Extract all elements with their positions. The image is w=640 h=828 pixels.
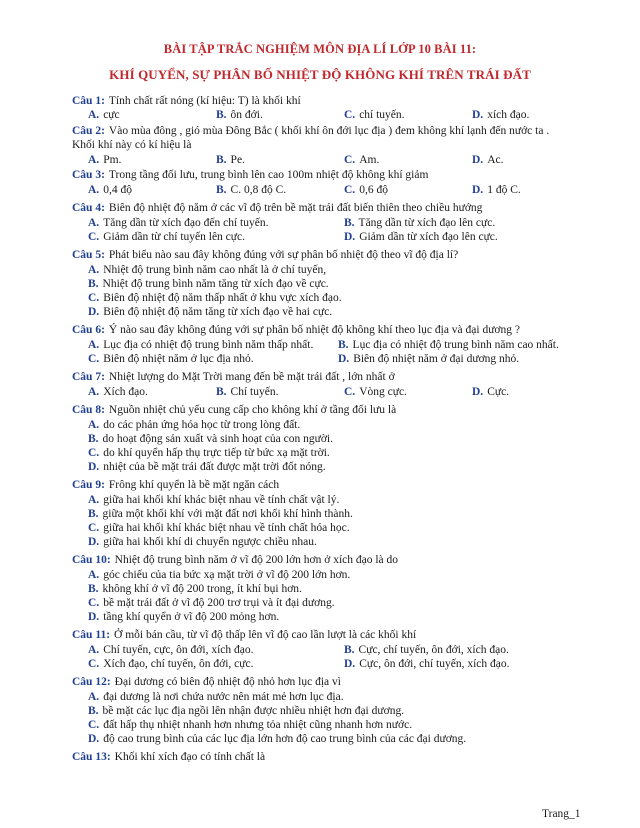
question-stem (72, 553, 572, 567)
option-d (344, 230, 498, 244)
option-text: Biên độ nhiệt năm ở đại dương nhỏ. (353, 353, 520, 365)
question-number: Câu 2: (72, 125, 105, 137)
option-text: Giảm dần từ chí tuyến lên cực. (103, 231, 245, 243)
option-a (88, 690, 344, 704)
option-text: góc chiếu của tia bức xạ mặt trời ở vĩ độ 200 lớn hơn. (103, 569, 351, 581)
question-number: Câu 5: (72, 249, 105, 261)
option-letter: C. (88, 353, 100, 365)
option-b (88, 704, 404, 718)
question-text: Ý nào sau đây không đúng với sự phân bố nhiệt độ không khí theo lục địa và đại dương ? (108, 324, 520, 336)
option-text: Lục địa có nhiệt độ trung bình năm thấp nhất. (103, 339, 314, 351)
option-a (88, 153, 121, 167)
question-number: Câu 6: (72, 324, 105, 336)
option-text: do hoạt động sản xuất và sinh hoạt của con người. (102, 433, 333, 445)
option-letter: C. (88, 658, 100, 670)
option-text: cực (103, 109, 120, 121)
option-c (88, 291, 342, 305)
option-text: bề mặt các lục địa ngồi lên nhận được nhiều nhiệt hơn đại dương. (102, 705, 405, 717)
option-d (88, 460, 326, 474)
option-b (88, 277, 329, 291)
option-letter: C. (344, 386, 356, 398)
option-letter: C. (344, 184, 356, 196)
option-d (472, 183, 521, 197)
question-number: Câu 8: (72, 404, 105, 416)
question-text: Khối khí xích đạo có tính chất là (114, 751, 266, 763)
question-text: Trong tầng đối lưu, trung bình lên cao 100m nhiệt độ không khí giảm (108, 169, 429, 181)
option-text: Tăng dần từ xích đạo đến chí tuyến. (103, 217, 269, 229)
option-letter: B. (216, 154, 227, 166)
question-text: Vào mùa đông , gió mùa Đông Bắc ( khối khí ôn đới lục địa ) đem không khí lạnh đến nước ta . Khối khí này có kí hiệu là (72, 125, 550, 152)
question-text: Tính chất rất nóng (kí hiệu: T) là khối khí (108, 95, 301, 107)
question-stem (72, 323, 592, 337)
option-text: Ac. (487, 154, 504, 166)
option-letter: A. (88, 691, 100, 703)
question-text: Nhiệt lượng do Mặt Trời mang đến bề mặt trái đất , lớn nhất ở (108, 371, 395, 383)
option-letter: A. (88, 494, 100, 506)
option-text: ôn đới. (230, 109, 263, 121)
option-text: Cực, ôn đới, chí tuyến, xích đạo. (359, 658, 510, 670)
option-text: nhiệt của bề mặt trái đất được mặt trời đốt nóng. (103, 461, 326, 473)
option-letter: D. (338, 353, 350, 365)
option-letter: B. (216, 386, 227, 398)
option-b (338, 338, 559, 352)
option-letter: A. (88, 644, 100, 656)
option-text: Pm. (103, 154, 122, 166)
option-text: xích đạo. (487, 109, 530, 121)
option-letter: A. (88, 339, 100, 351)
option-a (88, 216, 268, 230)
option-letter: B. (338, 339, 349, 351)
option-c (344, 385, 407, 399)
option-letter: B. (344, 644, 355, 656)
option-text: đất hấp thụ nhiệt nhanh hơn nhưng tỏa nhiệt cũng nhanh hơn nước. (103, 719, 413, 731)
question-text: Nhiệt độ trung bình năm ở vĩ độ 200 lớn hơn ở xích đạo là do (114, 554, 399, 566)
option-text: giữa một khối khí với mặt đất nơi khối khí hình thành. (102, 508, 353, 520)
document-subtitle: KHÍ QUYỂN, SỰ PHÂN BỐ NHIỆT ĐỘ KHÔNG KHÍ TRÊN TRÁI ĐẤT (109, 67, 531, 82)
option-letter: A. (88, 264, 100, 276)
option-letter: A. (88, 217, 100, 229)
option-letter: B. (88, 508, 99, 520)
option-text: tầng khí quyển ở vĩ độ 200 mỏng hơn. (103, 611, 280, 623)
question-stem (72, 403, 572, 417)
question-number: Câu 9: (72, 479, 105, 491)
option-letter: B. (344, 217, 355, 229)
option-letter: D. (88, 461, 100, 473)
option-text: Nhiệt độ trung bình năm tăng từ xích đạo về cực. (102, 278, 329, 290)
option-letter: B. (88, 583, 99, 595)
option-letter: A. (88, 569, 100, 581)
question-number: Câu 1: (72, 95, 105, 107)
option-text: Pe. (230, 154, 245, 166)
option-text: Nhiệt độ trung bình năm cao nhất là ở chí tuyến, (103, 264, 327, 276)
option-text: độ cao trung bình của các lục địa lớn hơn độ cao trung bình của các đại dương. (103, 733, 467, 745)
option-text: Cực. (487, 386, 510, 398)
option-text: 0,6 độ (359, 184, 388, 196)
option-text: chí tuyến. (359, 109, 405, 121)
option-text: Chí tuyến, cực, ôn đới, xích đạo. (103, 644, 254, 656)
option-a (88, 338, 313, 352)
option-b (344, 216, 495, 230)
option-text: 1 độ C. (487, 184, 521, 196)
option-c (344, 108, 405, 122)
document-title: BÀI TẬP TRẮC NGHIỆM MÔN ĐỊA LÍ LỚP 10 BÀI 11: (163, 42, 477, 56)
question-stem (72, 168, 572, 182)
page-footer: Trang_1 (542, 808, 581, 820)
option-c (88, 657, 253, 671)
option-text: giữa hai khối khí khác biệt nhau về tính chất hóa học. (103, 522, 350, 534)
option-text: Tăng dần từ xích đạo lên cực. (358, 217, 496, 229)
option-letter: A. (88, 154, 100, 166)
question-stem (72, 675, 572, 689)
option-b (344, 643, 509, 657)
option-b (216, 153, 245, 167)
question-number: Câu 3: (72, 169, 105, 181)
option-text: Lục địa có nhiệt độ trung bình năm cao nhất. (352, 339, 559, 351)
option-d (472, 153, 503, 167)
option-text: Vòng cực. (359, 386, 407, 398)
option-letter: C. (88, 292, 100, 304)
option-letter: C. (88, 597, 100, 609)
option-letter: C. (344, 109, 356, 121)
option-text: do các phản ứng hóa học từ trong lòng đất. (103, 419, 301, 431)
option-letter: C. (88, 522, 100, 534)
option-a (88, 493, 339, 507)
option-text: Biên độ nhiệt năm ở lục địa nhỏ. (103, 353, 254, 365)
option-letter: A. (88, 109, 100, 121)
option-d (472, 108, 529, 122)
option-letter: C. (88, 447, 100, 459)
option-text: C. 0,8 độ C. (230, 184, 287, 196)
option-letter: A. (88, 419, 100, 431)
question-stem (72, 370, 572, 384)
option-letter: D. (88, 306, 100, 318)
option-letter: B. (216, 109, 227, 121)
option-letter: C. (88, 719, 100, 731)
option-c (344, 153, 379, 167)
question-stem (72, 201, 572, 215)
option-letter: D. (88, 733, 100, 745)
option-b (216, 183, 286, 197)
question-text: Biên độ nhiệt độ năm ở các vĩ độ trên bề mặt trái đất biến thiên theo chiều hướng (108, 202, 483, 214)
option-a (88, 385, 148, 399)
question-number: Câu 7: (72, 371, 105, 383)
question-number: Câu 12: (72, 676, 111, 688)
option-a (88, 568, 350, 582)
option-letter: B. (88, 278, 99, 290)
option-b (88, 582, 302, 596)
question-text: Phát biểu nào sau đây không đúng với sự phân bố nhiệt độ theo vĩ độ địa lí? (108, 249, 459, 261)
option-a (88, 183, 132, 197)
question-text: Nguồn nhiệt chủ yếu cung cấp cho không khí ở tầng đối lưu là (108, 404, 397, 416)
question-number: Câu 10: (72, 554, 111, 566)
option-c (88, 596, 335, 610)
option-letter: D. (88, 611, 100, 623)
option-letter: A. (88, 386, 100, 398)
question-number: Câu 4: (72, 202, 105, 214)
option-a (88, 643, 253, 657)
option-letter: B. (88, 705, 99, 717)
option-letter: A. (88, 184, 100, 196)
option-letter: D. (472, 184, 484, 196)
option-letter: B. (88, 433, 99, 445)
question-stem (72, 124, 567, 152)
option-text: Giảm dần từ xích đạo lên cực. (359, 231, 498, 243)
option-a (88, 108, 120, 122)
option-text: Am. (359, 154, 380, 166)
option-letter: D. (88, 536, 100, 548)
option-letter: D. (472, 386, 484, 398)
option-d (88, 535, 317, 549)
question-stem (72, 750, 572, 764)
option-d (338, 352, 519, 366)
option-text: Xích đạo, chí tuyến, ôn đới, cực. (103, 658, 254, 670)
option-c (88, 521, 350, 535)
option-b (88, 432, 333, 446)
option-c (88, 230, 245, 244)
question-number: Câu 11: (72, 629, 111, 641)
option-text: Cực, chí tuyến, ôn đới, xích đạo. (358, 644, 509, 656)
option-text: Biên độ nhiệt độ năm tăng từ xích đạo về hai cực. (103, 306, 333, 318)
question-text: Frông khí quyển là bề mặt ngăn cách (108, 479, 280, 491)
option-text: giữa hai khối khí di chuyển ngược chiều nhau. (103, 536, 317, 548)
option-letter: B. (216, 184, 227, 196)
option-d (88, 305, 332, 319)
option-b (216, 108, 263, 122)
question-text: Ở mỗi bán cầu, từ vĩ độ thấp lên vĩ độ cao lần lượt là các khối khí (114, 629, 417, 641)
option-a (88, 263, 326, 277)
option-d (344, 657, 509, 671)
option-c (88, 446, 330, 460)
option-text: Biên độ nhiệt độ năm thấp nhất ở khu vực xích đạo. (103, 292, 342, 304)
question-stem (72, 628, 572, 642)
option-text: giữa hai khối khí khác biệt nhau về tính chất vật lý. (103, 494, 340, 506)
question-stem (72, 94, 572, 108)
option-letter: C. (88, 231, 100, 243)
question-number: Câu 13: (72, 751, 111, 763)
option-text: Chí tuyến. (230, 386, 279, 398)
option-letter: D. (344, 658, 356, 670)
question-stem (72, 248, 572, 262)
option-text: đại dương là nơi chứa nước nên mát mẻ hơn lục địa. (103, 691, 344, 703)
option-d (88, 610, 279, 624)
question-stem (72, 478, 572, 492)
option-b (88, 507, 353, 521)
option-letter: D. (344, 231, 356, 243)
option-letter: D. (472, 154, 484, 166)
option-letter: D. (472, 109, 484, 121)
option-d (88, 732, 466, 746)
option-a (88, 418, 300, 432)
option-text: bề mặt trái đất ở vĩ độ 200 trơ trụi và ít đại dương. (103, 597, 335, 609)
option-c (88, 352, 254, 366)
option-b (216, 385, 278, 399)
option-text: không khí ở vĩ độ 200 trong, ít khí bụi hơn. (102, 583, 302, 595)
option-text: 0,4 độ (103, 184, 132, 196)
option-text: Xích đạo. (103, 386, 148, 398)
option-letter: C. (344, 154, 356, 166)
option-c (88, 718, 412, 732)
option-text: do khí quyển hấp thụ trực tiếp từ bức xạ mặt trời. (103, 447, 330, 459)
option-c (344, 183, 388, 197)
question-text: Đại dương có biên độ nhiệt độ nhỏ hơn lục địa vì (114, 676, 341, 688)
option-d (472, 385, 509, 399)
